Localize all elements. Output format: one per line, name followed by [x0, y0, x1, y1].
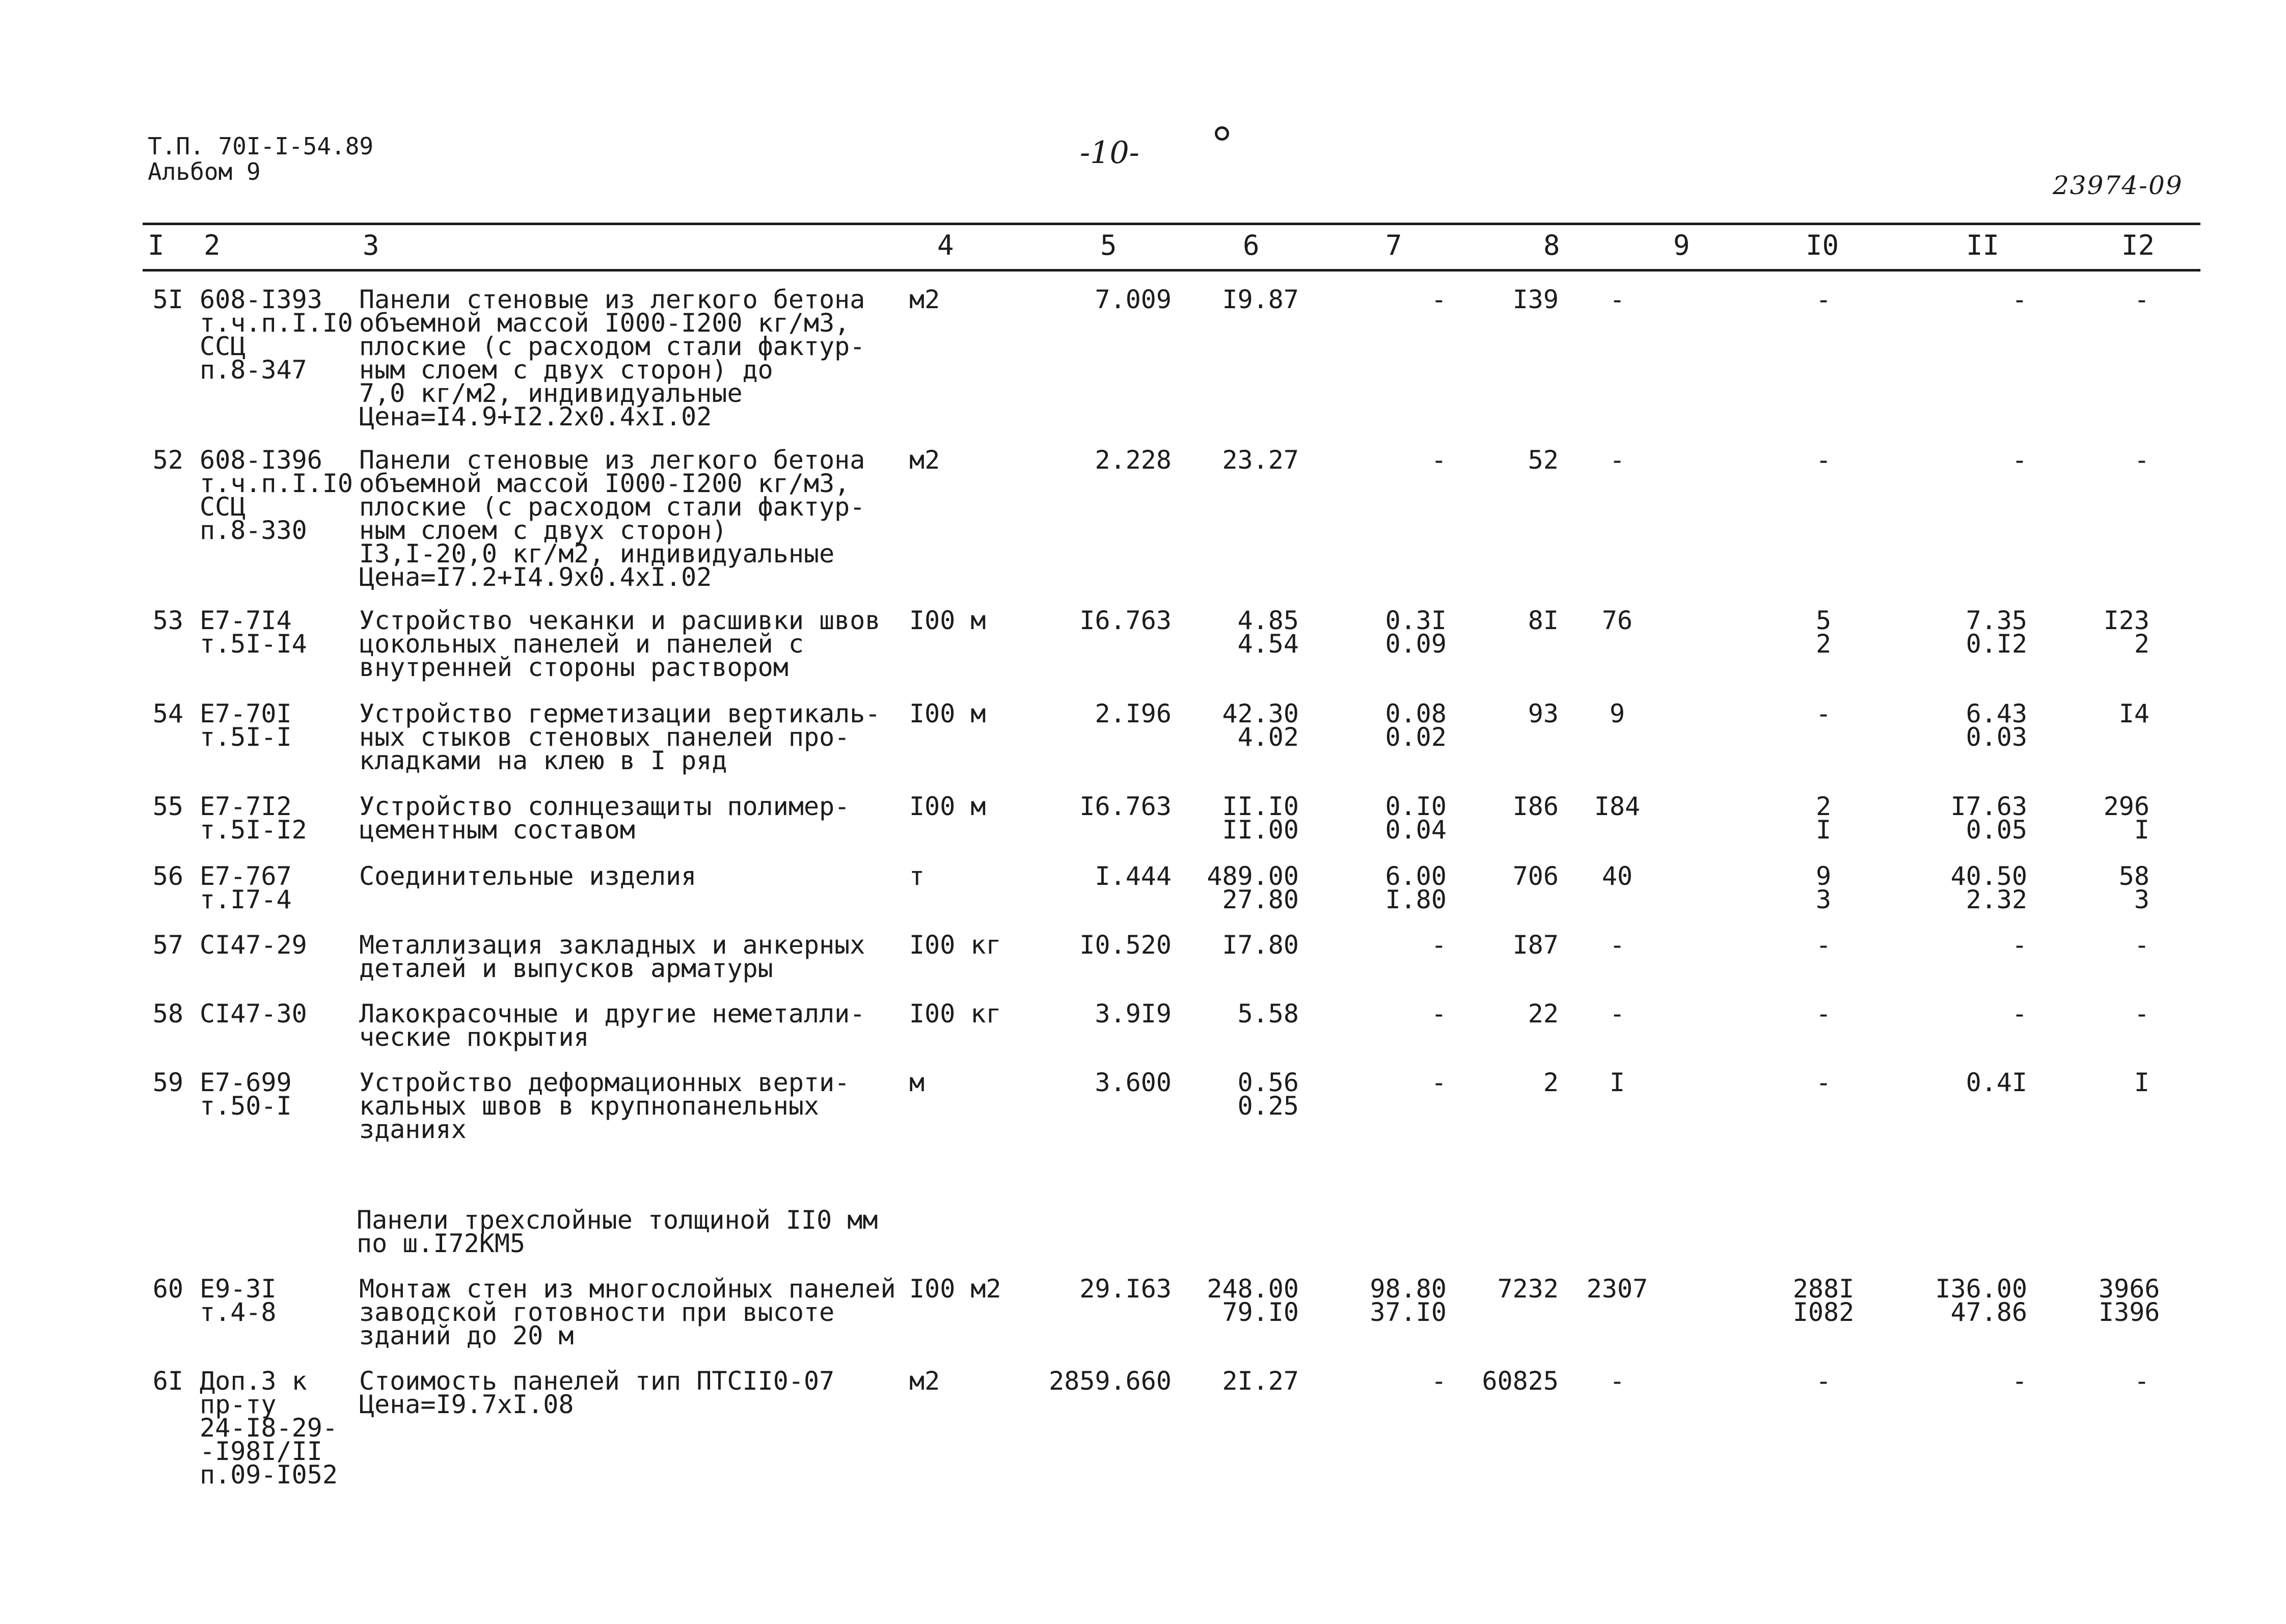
cell-line: кальных швов в крупнопанельных	[359, 1091, 820, 1121]
table-cell-qty: I0.520	[1079, 930, 1172, 960]
cell-line: 23.27	[1222, 445, 1299, 475]
cell-line: 288I	[1792, 1274, 1855, 1304]
cell-line: цокольных панелей и панелей с	[359, 629, 804, 659]
table-cell-c8: I39	[1512, 285, 1559, 314]
table-cell-c8: 93	[1528, 699, 1559, 728]
column-header: 6	[1243, 229, 1260, 261]
table-cell-c11	[1930, 606, 2027, 659]
table-cell-qty: 7.009	[1095, 285, 1172, 314]
table-cell-n: 60	[152, 1274, 183, 1304]
cell-line: -	[2011, 999, 2027, 1028]
cell-line: Устройство герметизации вертикаль-	[359, 699, 881, 728]
cell-line: -	[2011, 285, 2027, 314]
cell-line: 0.08	[1385, 699, 1447, 728]
table-cell-c9: -	[1609, 445, 1625, 475]
table-cell-c12	[2099, 999, 2149, 1028]
table-cell-desc	[359, 861, 909, 891]
table-cell-qty: 2859.660	[1049, 1366, 1172, 1396]
table-cell-c8: I86	[1512, 792, 1559, 821]
column-header: 9	[1673, 229, 1690, 261]
column-header: II	[1966, 229, 2000, 261]
table-cell-c8: 52	[1528, 445, 1559, 475]
cell-line: внутренней стороны раствором	[359, 653, 788, 682]
table-cell-c8: 2	[1543, 1068, 1559, 1097]
table-cell-c11	[1930, 1366, 2027, 1396]
table-cell-c10	[1783, 999, 1864, 1028]
section-heading	[357, 1205, 878, 1258]
page-number: -10-	[1080, 135, 1139, 171]
table-cell-n: 54	[152, 699, 183, 728]
table-cell-c9: 40	[1601, 861, 1633, 891]
cell-line: -	[1815, 930, 1832, 960]
cell-line: -	[2134, 930, 2149, 960]
cell-line: I3,I-20,0 кг/м2, индивидуальные	[359, 539, 835, 569]
table-cell-c12	[2099, 1366, 2149, 1396]
cell-line: объемной массой I000-I200 кг/м3,	[359, 469, 850, 498]
table-top-rule	[143, 223, 2200, 225]
reference-line-2: Альбом 9	[148, 158, 261, 185]
cell-line: -	[1815, 999, 1832, 1028]
cell-line: 79.I0	[1222, 1297, 1299, 1327]
table-cell-c9: 9	[1609, 699, 1625, 728]
cell-line: 0.09	[1385, 629, 1447, 659]
table-cell-unit: I00 м	[909, 699, 986, 728]
table-cell-desc	[359, 699, 909, 775]
table-cell-unit: I00 м2	[909, 1274, 1001, 1304]
table-cell-c12	[2099, 1274, 2160, 1327]
table-cell-c7	[1324, 930, 1447, 960]
cell-line: -	[2134, 285, 2149, 314]
cell-line: ССЦ	[200, 492, 246, 522]
cell-line: -	[1815, 445, 1832, 475]
cell-line: 37.I0	[1370, 1297, 1447, 1327]
cell-line: 4.85	[1237, 606, 1299, 635]
cell-line: деталей и выпусков арматуры	[359, 954, 773, 983]
cell-line: Е9-3I	[200, 1274, 277, 1304]
cell-line: объемной массой I000-I200 кг/м3,	[359, 308, 850, 338]
cell-line: 0.25	[1237, 1091, 1299, 1121]
table-cell-c8: 7232	[1497, 1274, 1559, 1304]
cell-line: зданий до 20 м	[359, 1321, 574, 1350]
cell-line: 0.03	[1966, 722, 2027, 752]
cell-line: 248.00	[1207, 1274, 1299, 1304]
cell-line: т.50-I	[200, 1091, 292, 1121]
cell-line: 2	[1815, 629, 1832, 659]
table-cell-desc	[359, 792, 909, 845]
table-cell-c6	[1172, 1366, 1299, 1396]
cell-line: Соединительные изделия	[359, 861, 697, 891]
table-cell-unit: м2	[909, 285, 940, 314]
cell-line: п.8-330	[200, 516, 307, 545]
table-cell-c7	[1324, 606, 1447, 659]
table-cell-c8: 706	[1512, 861, 1559, 891]
table-cell-c9: -	[1609, 285, 1625, 314]
cell-line: 0.4I	[1966, 1068, 2027, 1097]
table-cell-qty: 3.600	[1095, 1068, 1172, 1097]
table-cell-unit: I00 кг	[909, 999, 1001, 1028]
table-cell-unit: м2	[909, 1366, 940, 1396]
table-cell-n: 57	[152, 930, 183, 960]
table-cell-c12	[2099, 861, 2149, 914]
cell-line: Стоимость панелей тип ПТСII0-07	[359, 1366, 835, 1396]
table-cell-c9: -	[1609, 1366, 1625, 1396]
cell-line: -	[1431, 999, 1447, 1028]
table-cell-c10	[1783, 792, 1864, 845]
table-cell-unit: м2	[909, 445, 940, 475]
cell-line: Е7-7I2	[200, 792, 292, 821]
table-cell-code	[200, 861, 363, 914]
table-cell-c11	[1930, 1068, 2027, 1097]
cell-line: т.4-8	[200, 1297, 277, 1327]
table-cell-qty: I.444	[1095, 861, 1172, 891]
cell-line: -	[1431, 930, 1447, 960]
table-cell-c10	[1783, 606, 1864, 659]
column-header: 8	[1543, 229, 1560, 261]
table-header-rule	[143, 269, 2200, 272]
cell-line: 98.80	[1370, 1274, 1447, 1304]
cell-line: 6.43	[1966, 699, 2027, 728]
cell-line: 7.35	[1966, 606, 2027, 635]
cell-line: 3966	[2099, 1274, 2160, 1304]
cell-line: -	[1815, 285, 1832, 314]
cell-line: 4.54	[1237, 629, 1299, 659]
table-cell-c12	[2099, 699, 2149, 728]
cell-line: 4.02	[1237, 722, 1299, 752]
column-header: 2	[204, 229, 221, 261]
table-cell-unit: м	[909, 1068, 925, 1097]
cell-line: 58	[2118, 861, 2149, 891]
cell-line: 0.3I	[1385, 606, 1447, 635]
cell-line: Металлизация закладных и анкерных	[359, 930, 865, 960]
table-cell-c12	[2099, 606, 2149, 659]
cell-line: т.5I-I4	[200, 629, 307, 659]
table-cell-c12	[2099, 792, 2149, 845]
cell-line: Доп.3 к	[200, 1366, 307, 1396]
cell-line: 47.86	[1950, 1297, 2027, 1327]
table-cell-c7	[1324, 1068, 1447, 1097]
cell-line: 9	[1815, 861, 1832, 891]
cell-line: 3	[1815, 885, 1832, 914]
column-header: 5	[1100, 229, 1117, 261]
table-cell-desc	[359, 606, 909, 682]
table-cell-c10	[1783, 1068, 1864, 1097]
cell-line: I23	[2103, 606, 2149, 635]
cell-line: I4	[2118, 699, 2149, 728]
cell-line: кладками на клею в I ряд	[359, 746, 727, 775]
cell-line: пр-ту	[200, 1390, 277, 1419]
cell-line: -I98I/II	[200, 1437, 322, 1466]
table-cell-c11	[1930, 861, 2027, 914]
cell-line: Е7-70I	[200, 699, 292, 728]
cell-line: цементным составом	[359, 815, 635, 845]
cell-line: зданиях	[359, 1115, 467, 1144]
cell-line: 0.04	[1385, 815, 1447, 845]
table-cell-c7	[1324, 999, 1447, 1028]
cell-line: I9.87	[1222, 285, 1299, 314]
table-cell-n: 52	[152, 445, 183, 475]
column-header: 7	[1385, 229, 1402, 261]
cell-line: Монтаж стен из многослойных панелей	[359, 1274, 896, 1304]
cell-line: 296	[2103, 792, 2149, 821]
cell-line: Устройство чеканки и расшивки швов	[359, 606, 881, 635]
table-cell-c8: 8I	[1528, 606, 1559, 635]
table-cell-c11	[1930, 699, 2027, 752]
cell-line: 2	[1815, 792, 1832, 821]
table-cell-n: 5I	[152, 285, 183, 314]
table-cell-c7	[1324, 285, 1447, 314]
table-cell-c8: 22	[1528, 999, 1559, 1028]
table-cell-c9: -	[1609, 930, 1625, 960]
column-header: 3	[363, 229, 379, 261]
table-cell-c7	[1324, 699, 1447, 752]
cell-line: 2	[2134, 629, 2149, 659]
table-cell-code	[200, 999, 363, 1028]
cell-line: 2.32	[1966, 885, 2027, 914]
table-cell-unit: т	[909, 861, 925, 891]
section-heading-line: Панели трехслойные толщиной II0 мм	[357, 1205, 878, 1235]
table-cell-c9: 2307	[1586, 1274, 1648, 1304]
cell-line: т.5I-I2	[200, 815, 307, 845]
table-cell-qty: 2.I96	[1095, 699, 1172, 728]
cell-line: I.80	[1385, 885, 1447, 914]
cell-line: т.ч.п.I.I0	[200, 469, 353, 498]
cell-line: Е7-699	[200, 1068, 292, 1097]
cell-line: 0.02	[1385, 722, 1447, 752]
cell-line: I082	[1792, 1297, 1855, 1327]
cell-line: I7.63	[1950, 792, 2027, 821]
cell-line: СI47-29	[200, 930, 307, 960]
reference-line-1: Т.П. 70I-I-54.89	[148, 132, 374, 160]
table-cell-c10	[1783, 861, 1864, 914]
cell-line: 40.50	[1950, 861, 2027, 891]
table-cell-code	[200, 1366, 363, 1490]
table-cell-c11	[1930, 1274, 2027, 1327]
handwritten-code: 23974-09	[2053, 171, 2183, 200]
cell-line: 608-I393	[200, 285, 322, 314]
table-cell-n: 56	[152, 861, 183, 891]
table-cell-c9: I84	[1594, 792, 1641, 821]
table-cell-c6	[1172, 999, 1299, 1028]
table-cell-qty: 29.I63	[1079, 1274, 1172, 1304]
cell-line: -	[2011, 930, 2027, 960]
cell-line: 27.80	[1222, 885, 1299, 914]
cell-line: т.I7-4	[200, 885, 292, 914]
cell-line: ССЦ	[200, 332, 246, 361]
cell-line: I7.80	[1222, 930, 1299, 960]
table-cell-c11	[1930, 285, 2027, 314]
circle-mark	[1215, 126, 1229, 141]
table-cell-c12	[2099, 930, 2149, 960]
table-cell-code	[200, 699, 363, 752]
table-cell-code	[200, 445, 363, 545]
cell-line: ных стыков стеновых панелей про-	[359, 722, 850, 752]
table-cell-n: 53	[152, 606, 183, 635]
table-cell-c7	[1324, 861, 1447, 914]
cell-line: 24-I8-29-	[200, 1413, 338, 1443]
table-cell-c6	[1172, 861, 1299, 914]
cell-line: -	[2134, 445, 2149, 475]
cell-line: плоские (с расходом стали фактур-	[359, 332, 865, 361]
cell-line: Панели стеновые из легкого бетона	[359, 445, 865, 475]
cell-line: ческие покрытия	[359, 1022, 589, 1052]
cell-line: I396	[2099, 1297, 2160, 1327]
cell-line: II.00	[1222, 815, 1299, 845]
table-cell-qty: 3.9I9	[1095, 999, 1172, 1028]
cell-line: ным слоем с двух сторон) до	[359, 355, 773, 385]
cell-line: -	[1815, 1068, 1832, 1097]
cell-line: т.ч.п.I.I0	[200, 308, 353, 338]
cell-line: 0.I0	[1385, 792, 1447, 821]
cell-line: -	[1431, 1068, 1447, 1097]
table-cell-c9: I	[1609, 1068, 1625, 1097]
cell-line: п.09-I052	[200, 1460, 338, 1490]
section-heading-line: по ш.I72КМ5	[357, 1229, 526, 1258]
table-cell-c12	[2099, 285, 2149, 314]
cell-line: Е7-7I4	[200, 606, 292, 635]
table-cell-c9: 76	[1601, 606, 1633, 635]
cell-line: -	[1431, 1366, 1447, 1396]
cell-line: 5.58	[1237, 999, 1299, 1028]
table-cell-code	[200, 1068, 363, 1121]
table-cell-c11	[1930, 792, 2027, 845]
column-header: I2	[2121, 229, 2155, 261]
column-header: I	[148, 229, 165, 261]
table-cell-desc	[359, 285, 909, 431]
table-cell-c12	[2099, 1068, 2149, 1097]
cell-line: -	[2134, 1366, 2149, 1396]
table-cell-unit: I00 м	[909, 792, 986, 821]
table-cell-c6	[1172, 699, 1299, 752]
cell-line: 0.I2	[1966, 629, 2027, 659]
cell-line: т.5I-I	[200, 722, 292, 752]
table-cell-c6	[1172, 1274, 1299, 1327]
table-cell-qty: I6.763	[1079, 606, 1172, 635]
cell-line: I36.00	[1935, 1274, 2027, 1304]
cell-line: 489.00	[1207, 861, 1299, 891]
table-cell-desc	[359, 445, 909, 592]
cell-line: ным слоем с двух сторон)	[359, 516, 727, 545]
cell-line: 608-I396	[200, 445, 322, 475]
cell-line: 42.30	[1222, 699, 1299, 728]
table-cell-c8: 60825	[1482, 1366, 1559, 1396]
table-cell-code	[200, 930, 363, 960]
cell-line: Цена=I4.9+I2.2x0.4xI.02	[359, 402, 712, 431]
cell-line: плоские (с расходом стали фактур-	[359, 492, 865, 522]
table-cell-c6	[1172, 792, 1299, 845]
cell-line: 0.56	[1237, 1068, 1299, 1097]
table-cell-c11	[1930, 445, 2027, 475]
table-cell-c8: I87	[1512, 930, 1559, 960]
cell-line: 6.00	[1385, 861, 1447, 891]
table-cell-desc	[359, 1366, 909, 1419]
table-cell-c10	[1783, 445, 1864, 475]
table-cell-desc	[359, 1274, 909, 1350]
table-cell-code	[200, 285, 363, 385]
table-cell-c10	[1783, 1274, 1864, 1327]
table-cell-n: 6I	[152, 1366, 183, 1396]
table-cell-c11	[1930, 999, 2027, 1028]
table-cell-code	[200, 1274, 363, 1327]
cell-line: заводской готовности при высоте	[359, 1297, 835, 1327]
cell-line: Устройство деформационных верти-	[359, 1068, 850, 1097]
cell-line: п.8-347	[200, 355, 307, 385]
table-cell-c7	[1324, 792, 1447, 845]
table-cell-c6	[1172, 1068, 1299, 1121]
cell-line: 7,0 кг/м2, индивидуальные	[359, 378, 743, 408]
cell-line: I	[2134, 815, 2149, 845]
table-cell-unit: I00 кг	[909, 930, 1001, 960]
cell-line: Цена=I7.2+I4.9x0.4xI.02	[359, 562, 712, 592]
table-cell-desc	[359, 930, 909, 983]
table-cell-n: 58	[152, 999, 183, 1028]
cell-line: I	[1815, 815, 1832, 845]
cell-line: II.I0	[1222, 792, 1299, 821]
column-header: I0	[1806, 229, 1839, 261]
table-cell-desc	[359, 1068, 909, 1144]
table-cell-code	[200, 606, 363, 659]
table-cell-c6	[1172, 930, 1299, 960]
table-cell-c6	[1172, 606, 1299, 659]
cell-line: -	[1431, 445, 1447, 475]
cell-line: I	[2134, 1068, 2149, 1097]
cell-line: СI47-30	[200, 999, 307, 1028]
table-cell-qty: 2.228	[1095, 445, 1172, 475]
cell-line: 5	[1815, 606, 1832, 635]
column-header: 4	[937, 229, 954, 261]
table-cell-c9: -	[1609, 999, 1625, 1028]
table-cell-code	[200, 792, 363, 845]
table-cell-c10	[1783, 930, 1864, 960]
table-cell-n: 55	[152, 792, 183, 821]
cell-line: Панели стеновые из легкого бетона	[359, 285, 865, 314]
cell-line: -	[1815, 1366, 1832, 1396]
cell-line: -	[1815, 699, 1832, 728]
cell-line: 2I.27	[1222, 1366, 1299, 1396]
table-cell-c6	[1172, 285, 1299, 314]
table-cell-c7	[1324, 1366, 1447, 1396]
table-cell-n: 59	[152, 1068, 183, 1097]
cell-line: Лакокрасочные и другие неметалли-	[359, 999, 865, 1028]
table-cell-c7	[1324, 445, 1447, 475]
table-cell-c10	[1783, 285, 1864, 314]
table-cell-c6	[1172, 445, 1299, 475]
cell-line: 3	[2134, 885, 2149, 914]
document-reference	[148, 133, 373, 184]
table-cell-c10	[1783, 1366, 1864, 1396]
table-cell-c7	[1324, 1274, 1447, 1327]
table-cell-unit: I00 м	[909, 606, 986, 635]
cell-line: -	[2134, 999, 2149, 1028]
table-cell-c10	[1783, 699, 1864, 728]
table-cell-c11	[1930, 930, 2027, 960]
table-cell-desc	[359, 999, 909, 1052]
cell-line: Е7-767	[200, 861, 292, 891]
table-cell-qty: I6.763	[1079, 792, 1172, 821]
cell-line: Цена=I9.7xI.08	[359, 1390, 574, 1419]
cell-line: -	[2011, 445, 2027, 475]
cell-line: -	[2011, 1366, 2027, 1396]
cell-line: -	[1431, 285, 1447, 314]
table-cell-c12	[2099, 445, 2149, 475]
cell-line: 0.05	[1966, 815, 2027, 845]
cell-line: Устройство солнцезащиты полимер-	[359, 792, 850, 821]
